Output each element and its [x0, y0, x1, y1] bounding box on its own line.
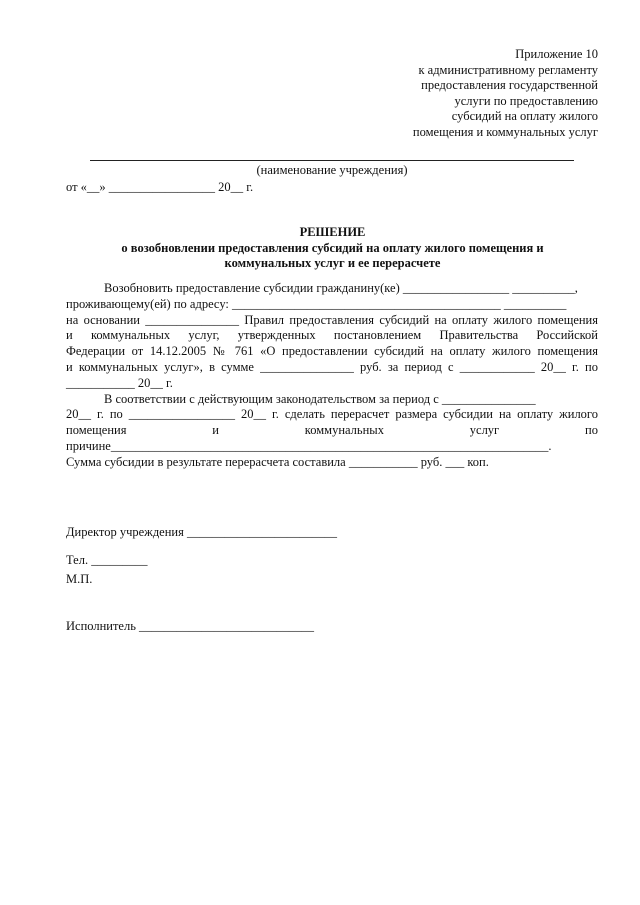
stamp-placeholder: М.П.: [66, 571, 93, 586]
body-word: коммунальных: [304, 423, 384, 438]
annex-line: к административному регламенту: [418, 62, 598, 77]
body-line: Федерации от 14.12.2005 № 761 «О предоставлении субсидий на оплату жилого помещения: [66, 344, 598, 359]
body-line-spread: [66, 423, 598, 439]
body-line: и коммунальных услуг, утвержденных постановлением Правительства Российской: [66, 328, 598, 343]
annex-block: [338, 47, 598, 140]
institution-underline: [90, 160, 574, 161]
institution-caption: (наименование учреждения): [256, 163, 408, 177]
body-line: проживающему(ей) по адресу: ___________________________________________ __________: [66, 296, 567, 311]
signature-block: [66, 493, 337, 667]
body-word: помещения: [66, 423, 127, 438]
annex-line: предоставления государственной: [421, 78, 598, 92]
body-line: Сумма субсидии в результате перерасчета составила ___________ руб. ___ коп.: [66, 454, 489, 469]
decision-body: [66, 281, 598, 471]
body-line: Возобновить предоставление субсидии гражданину(ке) _________________ __________,: [104, 281, 578, 295]
annex-line: услуги по предоставлению: [454, 93, 598, 108]
decision-title: РЕШЕНИЕ: [299, 225, 366, 239]
decision-title-block: [60, 225, 605, 272]
body-line: ___________ 20__ г.: [66, 375, 173, 390]
annex-line: помещения и коммунальных услуг: [412, 124, 598, 139]
body-word: услуг: [469, 423, 500, 438]
body-line: и коммунальных услуг», в сумме _______________ руб. за период с ____________ 20__ г. по: [66, 359, 598, 374]
executor-signature-line: Исполнитель ____________________________: [66, 619, 315, 634]
phone-line: Тел. _________: [66, 553, 148, 567]
annex-line: Приложение 10: [515, 47, 598, 61]
decision-subtitle-line: коммунальных услуг и ее перерасчете: [224, 256, 441, 270]
body-line: 20__ г. по _________________ 20__ г. сделать перерасчет размера субсидии на оплату жилого: [66, 407, 598, 422]
body-line: В соответствии с действующим законодательством за период с _______________: [104, 391, 536, 406]
decision-subtitle-line: о возобновлении предоставления субсидий на оплату жилого помещения и: [121, 240, 544, 255]
annex-line: субсидий на оплату жилого: [451, 109, 598, 123]
director-signature-line: Директор учреждения ________________________: [66, 524, 337, 539]
body-line: на основании _______________ Правил предоставления субсидий на оплату жилого помещения: [66, 312, 598, 327]
document-date-line: от «__» _________________ 20__ г.: [66, 180, 254, 194]
body-line: причине______________________________________________________________________.: [66, 438, 552, 453]
body-word: и: [212, 423, 219, 438]
body-word: по: [585, 423, 598, 438]
